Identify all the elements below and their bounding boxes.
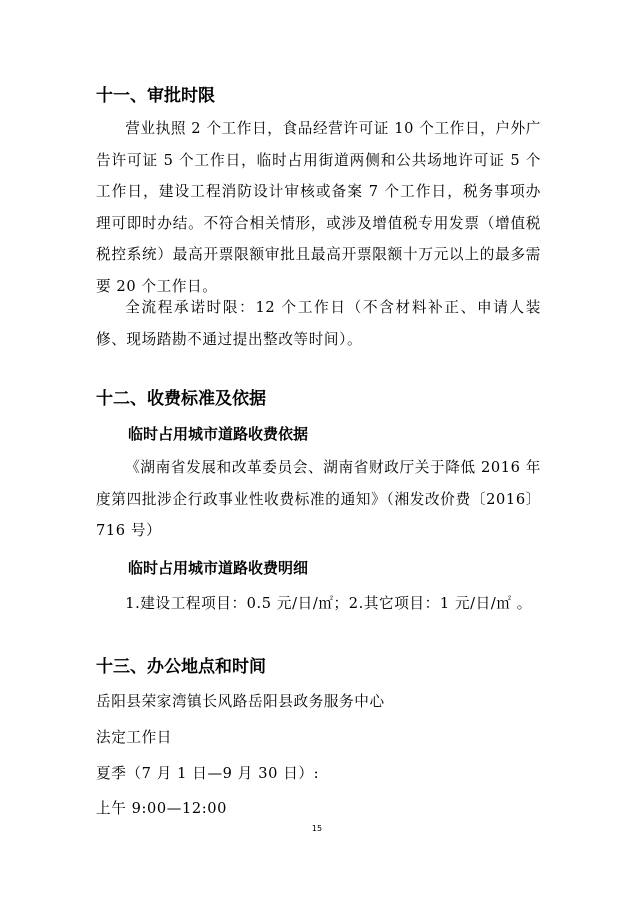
fee-detail-title: 临时占用城市道路收费明细 — [128, 559, 309, 577]
approval-time-paragraph: 营业执照 2 个工作日，食品经营许可证 10 个工作日，户外广告许可证 5 个工作日，临时占用街道两侧和公共场地许可证 5 个工作日，建设工程消防设计审核或备案 7 个工作日，税务事项办理可即时办结。不符合相关情形，或涉及增值税专用发票（增值税税控系统）最高开票限额审批且最高开票限额十万元以上的最多需要 20 个工作日。 — [96, 120, 541, 295]
page-number: 15 — [311, 824, 323, 833]
morning-hours: 上午 9:00—12:00 — [96, 800, 228, 817]
section-12-heading: 十二、收费标准及依据 — [96, 389, 266, 409]
summer-period: 夏季（7 月 1 日—9 月 30 日）: — [96, 765, 320, 782]
section-13-heading: 十三、办公地点和时间 — [96, 657, 266, 677]
fee-detail-paragraph: 1.建设工程项目：0.5 元/日/㎡；2.其它项目：1 元/日/㎡ 。 — [125, 595, 532, 612]
section-11-heading: 十一、审批时限 — [96, 86, 215, 106]
fee-basis-title: 临时占用城市道路收费依据 — [128, 425, 309, 443]
commitment-time-paragraph: 全流程承诺时限：12 个工作日（不含材料补正、申请人装修、现场踏勘不通过提出整改等时间）。 — [96, 299, 541, 348]
office-address: 岳阳县荣家湾镇长风路岳阳县政务服务中心 — [96, 693, 385, 710]
workday-label: 法定工作日 — [96, 729, 172, 746]
fee-basis-paragraph: 《湖南省发展和改革委员会、湖南省财政厅关于降低 2016 年度第四批涉企行政事业性收费标准的通知》（湘发改价费〔2016〕716 号） — [96, 459, 541, 539]
